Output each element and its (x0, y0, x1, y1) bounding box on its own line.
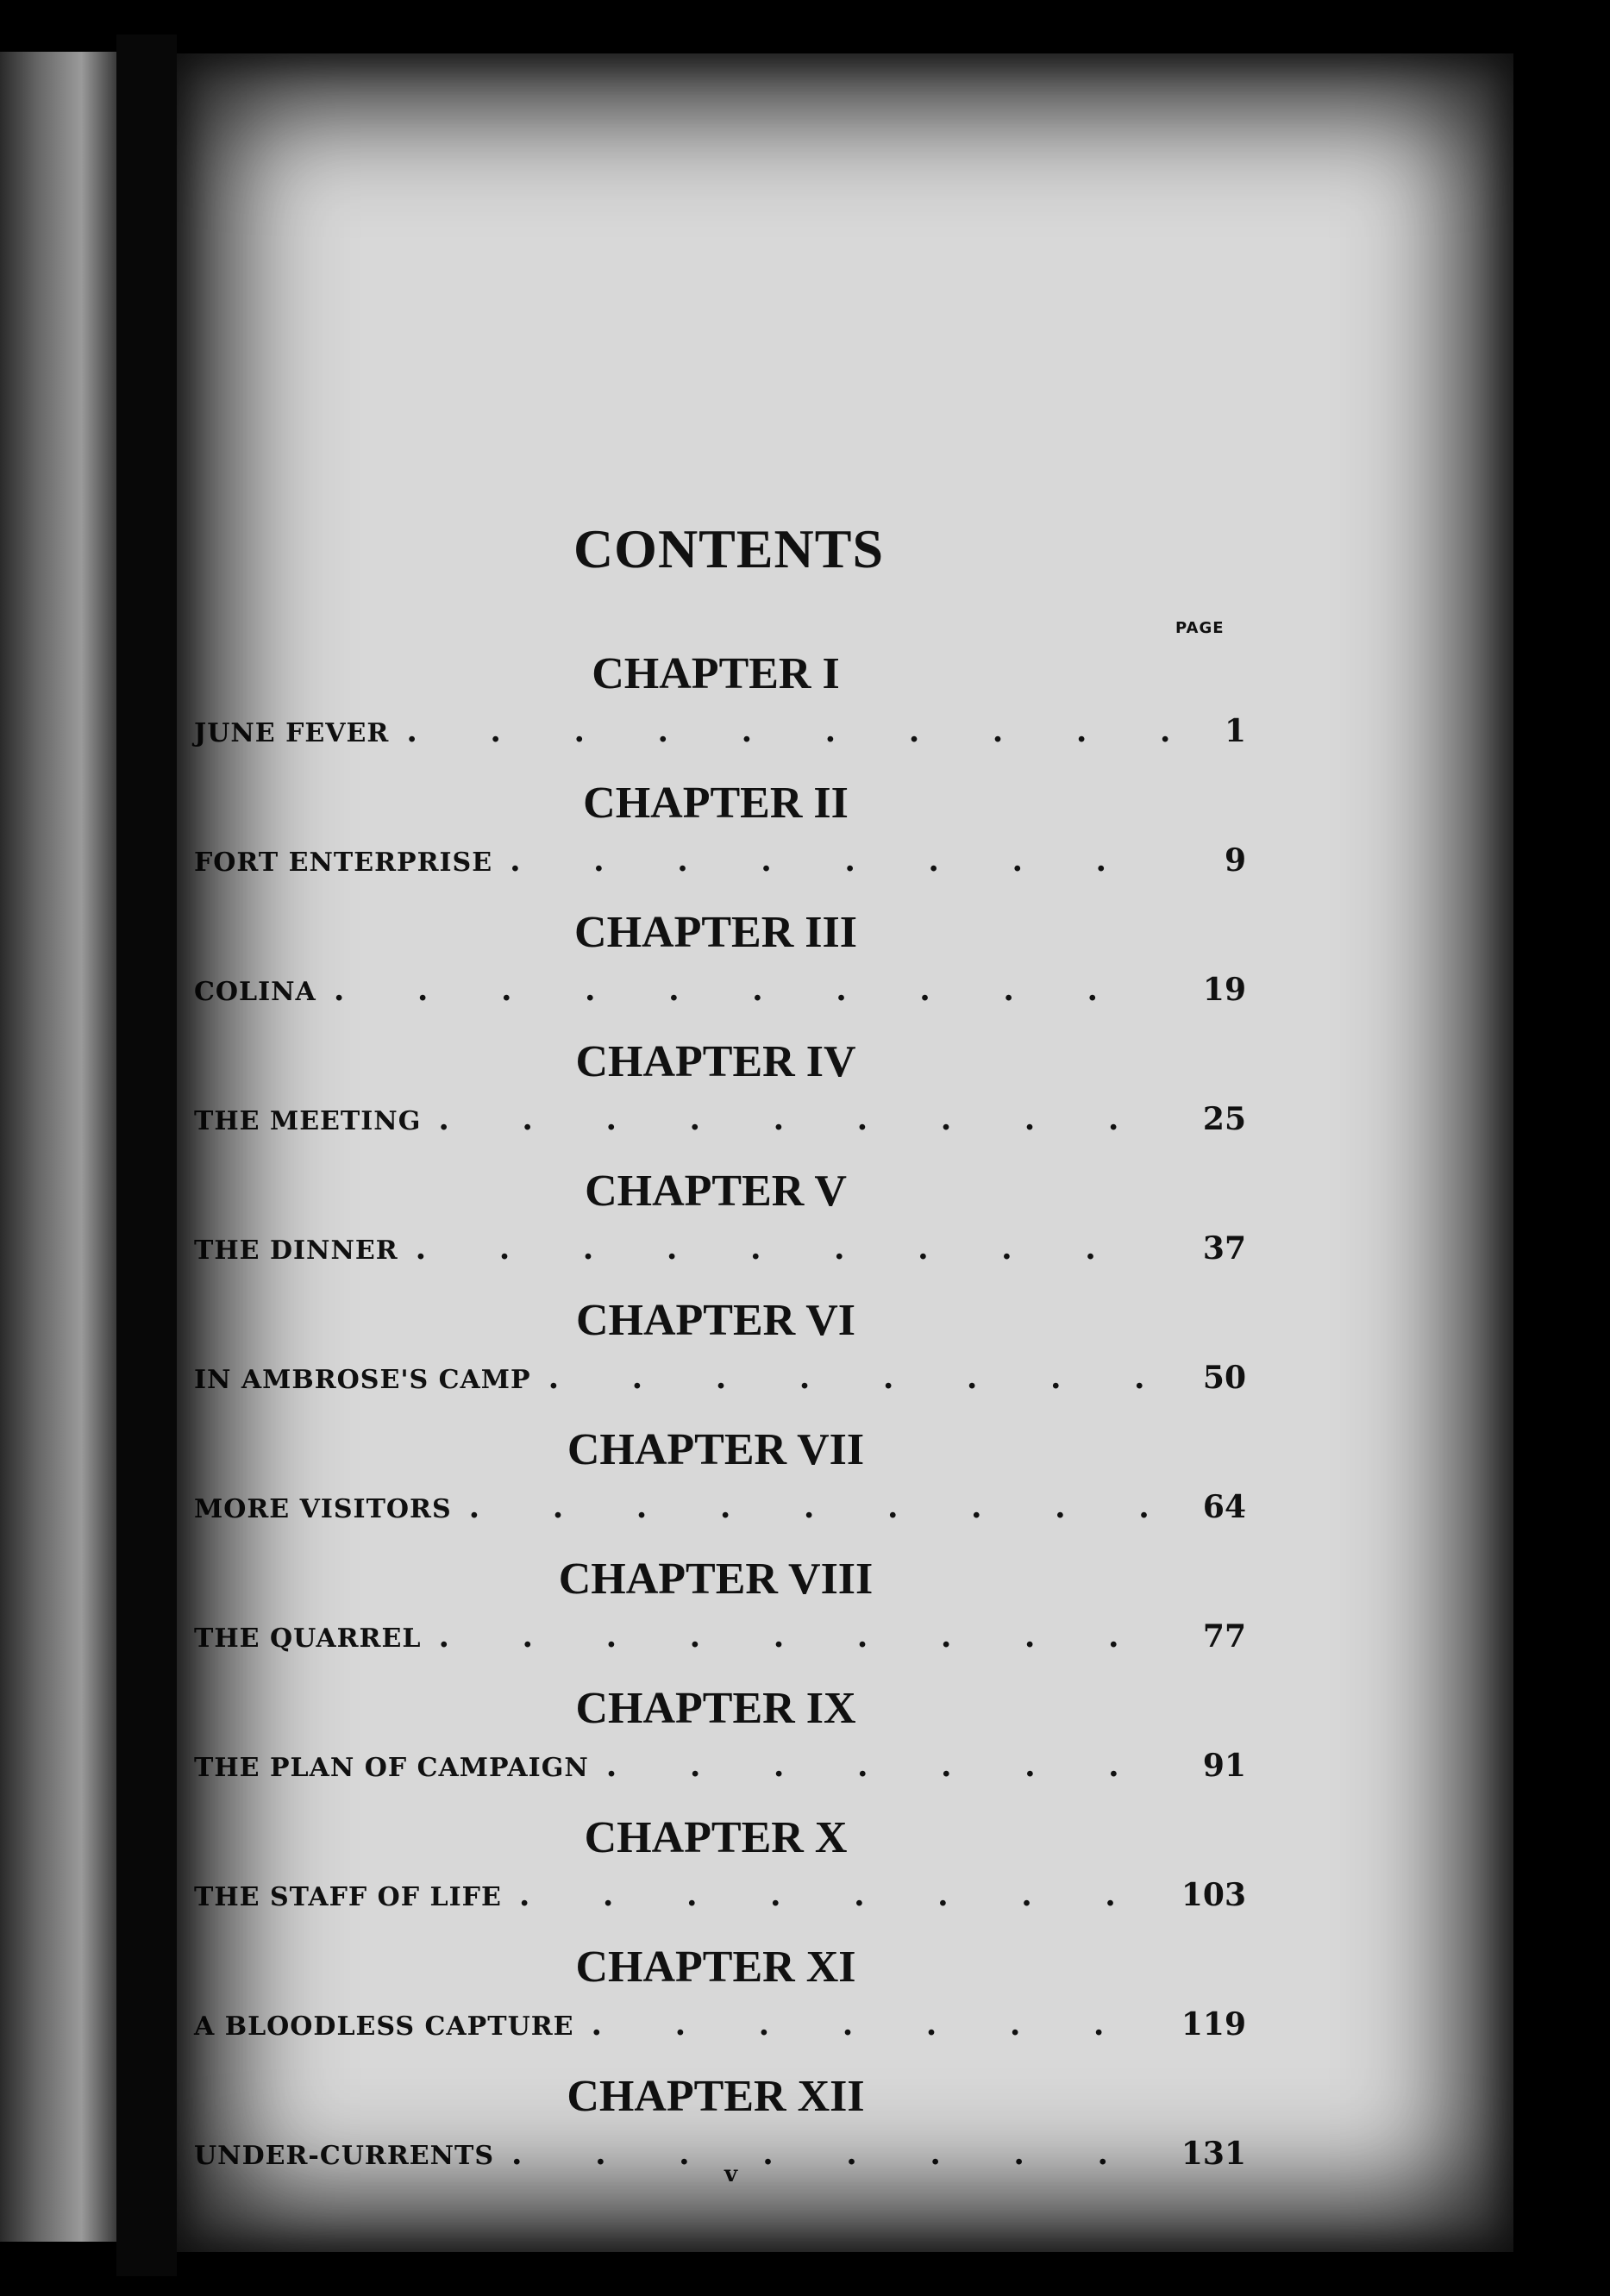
dot-leader (502, 1877, 1168, 1913)
page-title: CONTENTS (573, 518, 885, 579)
chapter-title: JUNE FEVER (194, 718, 390, 748)
toc-row (194, 2136, 1246, 2179)
chapter-title: THE PLAN OF CAMPAIGN (194, 1753, 589, 1783)
chapter-title: FORT ENTERPRISE (194, 848, 493, 878)
toc-row (194, 1101, 1246, 1144)
toc-row (194, 1877, 1246, 1920)
page-number: 50 (1202, 1360, 1246, 1396)
dot-leader (494, 2136, 1168, 2172)
dot-leader (492, 842, 1168, 879)
page-number: 131 (1181, 2136, 1246, 2172)
chapter-heading: CHAPTER IV (575, 1037, 856, 1086)
dot-leader (398, 1230, 1168, 1267)
toc-row (194, 2006, 1246, 2049)
chapter-title: MORE VISITORS (194, 1494, 452, 1524)
toc-entry (185, 1674, 1272, 1804)
toc-row (194, 1230, 1246, 1273)
page-number: 119 (1181, 2006, 1246, 2043)
dot-leader (421, 1101, 1168, 1137)
table-of-contents (185, 640, 1272, 2192)
toc-row (194, 1489, 1246, 1532)
page-number: 19 (1202, 972, 1246, 1008)
page-number: 103 (1181, 1877, 1246, 1913)
page-number: 37 (1202, 1230, 1246, 1267)
chapter-heading: CHAPTER I (592, 649, 840, 698)
dot-leader (316, 972, 1168, 1008)
folio-number: v (724, 2161, 738, 2187)
toc-entry (185, 1157, 1272, 1286)
dot-leader (452, 1489, 1168, 1525)
toc-entry (185, 1286, 1272, 1416)
toc-entry (185, 1804, 1272, 1933)
toc-entry (185, 1933, 1272, 2062)
page-number: 64 (1202, 1489, 1246, 1525)
page-number: 91 (1202, 1748, 1246, 1784)
chapter-heading: CHAPTER IX (575, 1684, 856, 1733)
book-gutter (116, 34, 177, 2276)
page-content (185, 459, 1272, 2187)
chapter-title: IN AMBROSE'S CAMP (194, 1365, 531, 1395)
toc-row (194, 713, 1246, 756)
page-number: 1 (1224, 713, 1246, 749)
chapter-heading: CHAPTER V (585, 1167, 847, 1216)
chapter-title: A BLOODLESS CAPTURE (194, 2011, 574, 2042)
chapter-heading: CHAPTER VIII (558, 1555, 874, 1604)
toc-row (194, 1618, 1246, 1661)
toc-row (194, 1748, 1246, 1791)
chapter-title: COLINA (194, 977, 316, 1007)
dot-leader (421, 1618, 1168, 1655)
contents-page (177, 53, 1513, 2252)
dot-leader (531, 1360, 1168, 1396)
page-number: 25 (1202, 1101, 1246, 1137)
page-number: 9 (1224, 842, 1246, 879)
dot-leader (389, 713, 1168, 749)
toc-row (194, 972, 1246, 1015)
page-number: 77 (1202, 1618, 1246, 1655)
chapter-title: THE MEETING (194, 1106, 422, 1136)
chapter-heading: CHAPTER III (574, 908, 857, 957)
page-column-label: PAGE (1175, 619, 1225, 637)
toc-entry (185, 1545, 1272, 1674)
dot-leader (589, 1748, 1168, 1784)
chapter-title: THE DINNER (194, 1236, 398, 1266)
toc-row (194, 1360, 1246, 1403)
toc-entry (185, 769, 1272, 898)
chapter-title: UNDER-CURRENTS (194, 2141, 495, 2171)
toc-entry (185, 1028, 1272, 1157)
chapter-title: THE STAFF OF LIFE (194, 1882, 502, 1912)
dot-leader (574, 2006, 1168, 2043)
toc-entry (185, 1416, 1272, 1545)
chapter-heading: CHAPTER XII (567, 2072, 865, 2121)
previous-page-edge (0, 52, 116, 2242)
toc-entry (185, 898, 1272, 1028)
chapter-heading: CHAPTER X (584, 1813, 848, 1862)
toc-row (194, 842, 1246, 885)
toc-entry (185, 640, 1272, 769)
chapter-title: THE QUARREL (194, 1623, 422, 1654)
chapter-heading: CHAPTER VII (567, 1425, 865, 1474)
chapter-heading: CHAPTER XI (575, 1943, 856, 1992)
chapter-heading: CHAPTER VI (575, 1296, 856, 1345)
chapter-heading: CHAPTER II (583, 779, 849, 828)
